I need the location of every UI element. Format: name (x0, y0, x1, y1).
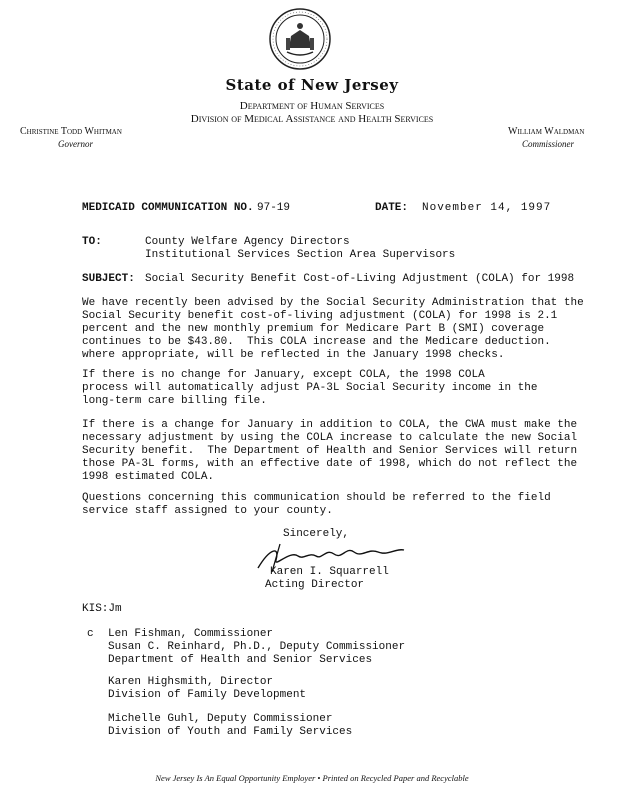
comm-label: MEDICAID COMMUNICATION NO. (82, 202, 254, 214)
to-line-2: Institutional Services Section Area Supervisors (145, 249, 456, 261)
comm-number: 97-19 (257, 202, 291, 214)
cc-block-1: Len Fishman, Commissioner Susan C. Reinhard, Ph.D., Deputy Commissioner Department of Health and Senior Services (108, 628, 406, 666)
subject-text: Social Security Benefit Cost-of-Living Adjustment (COLA) for 1998 (145, 273, 575, 285)
cc-block-3: Michelle Guhl, Deputy Commissioner Division of Youth and Family Services (108, 713, 353, 738)
body-paragraph-1: We have recently been advised by the Social Security Administration that the Social Security benefit cost-of-living adjustment (COLA) for 1998 is 2.1 percent and the new monthly premium for Medicare Part B (SMI) coverage continues to be $43.80. This COLA increase and the Medicare deduction. where appropriate, will be reflected in the January 1998 checks. (82, 297, 584, 361)
subject-label: SUBJECT: (82, 273, 135, 285)
department-name: Department of Human Services (239, 100, 385, 112)
cc-label: c (87, 628, 94, 640)
closing: Sincerely, (283, 528, 350, 540)
to-label: TO: (82, 236, 102, 248)
state-title: State of New Jersey (225, 76, 399, 94)
cc-block-2: Karen Highsmith, Director Division of Family Development (108, 676, 307, 701)
governor-name: Christine Todd Whitman (20, 126, 122, 137)
state-seal-icon (269, 8, 331, 70)
body-paragraph-2: If there is no change for January, except COLA, the 1998 COLA process will automatically adjust PA-3L Social Security income in the long-term care billing file. (82, 369, 538, 407)
body-paragraph-3: If there is a change for January in addition to COLA, the CWA must make the necessary adjustment by using the COLA increase to calculate the new Social Security benefit. The Department of Health and Senior Services will return those PA-3L forms, with an effective date of 1998, which do not reflect the 1998 estimated COLA. (82, 419, 578, 483)
body-paragraph-4: Questions concerning this communication should be referred to the field service staff assigned to your county. (82, 492, 551, 517)
signer-name: Karen I. Squarrell (270, 566, 389, 578)
date-label: DATE: (375, 202, 409, 214)
commissioner-name: William Waldman (508, 126, 585, 137)
to-line-1: County Welfare Agency Directors (145, 236, 350, 248)
division-name: Division of Medical Assistance and Health Services (190, 113, 434, 125)
signer-title: Acting Director (265, 579, 365, 591)
initials: KIS:Jm (82, 603, 122, 615)
footer-text: New Jersey Is An Equal Opportunity Employer • Printed on Recycled Paper and Recyclable (155, 773, 469, 783)
date-value: November 14, 1997 (422, 202, 552, 214)
commissioner-title: Commissioner (522, 139, 575, 149)
governor-title: Governor (58, 139, 93, 149)
